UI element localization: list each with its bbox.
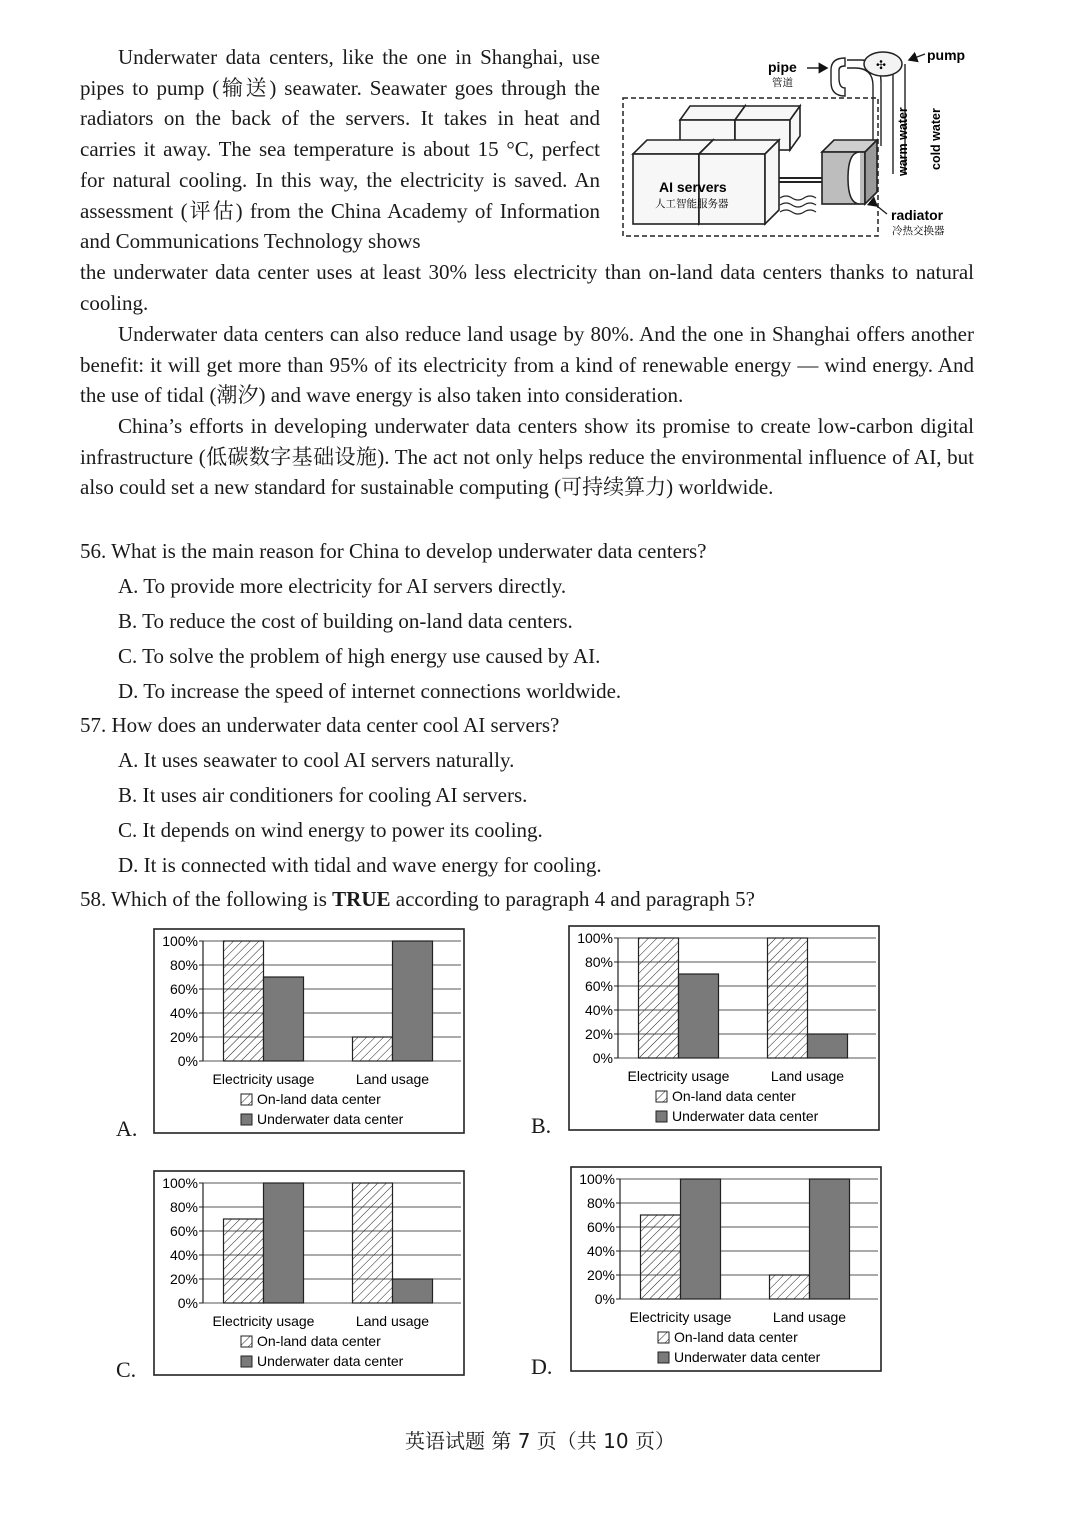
legend-label: On-land data center bbox=[672, 1088, 796, 1104]
y-tick-label: 20% bbox=[169, 1271, 198, 1287]
x-category-label: Electricity usage bbox=[627, 1068, 730, 1084]
paragraph-1-wrapped: Underwater data centers, like the one in Shanghai, use pipes to pump (输送) seawater. Seawater goes through the radiators on the back of the servers. It takes in heat and carries it away. The sea temperature is about 15 °C, perfect for natural cooling. In this way, the electricity is saved. An assessment (评估) from the China Academy of Information and Communications Technology shows bbox=[80, 45, 600, 254]
y-tick-label: 40% bbox=[584, 1002, 613, 1018]
y-tick-label: 80% bbox=[584, 954, 613, 970]
chart-option-a-label: A. bbox=[116, 1116, 138, 1141]
x-category-label: Electricity usage bbox=[212, 1313, 315, 1329]
option-56-a: A. To provide more electricity for AI servers directly. bbox=[118, 574, 567, 598]
y-tick-label: 40% bbox=[169, 1247, 198, 1263]
bar-underwater-land bbox=[393, 941, 433, 1061]
chart-c bbox=[153, 1170, 465, 1376]
y-tick-label: 0% bbox=[177, 1053, 198, 1069]
option-56-d: D. To increase the speed of internet connections worldwide. bbox=[118, 679, 622, 703]
y-tick-label: 0% bbox=[177, 1295, 198, 1311]
bar-underwater-electricity bbox=[681, 1179, 721, 1299]
pipe-label: pipe bbox=[768, 59, 797, 75]
option-56-b: B. To reduce the cost of building on-land data centers. bbox=[118, 609, 573, 633]
y-tick-label: 0% bbox=[592, 1050, 613, 1066]
bar-on-land-electricity bbox=[641, 1215, 681, 1299]
y-tick-label: 60% bbox=[584, 978, 613, 994]
cooling-diagram bbox=[615, 42, 975, 242]
y-tick-label: 100% bbox=[579, 1171, 615, 1187]
legend-label: Underwater data center bbox=[257, 1353, 404, 1369]
question-57: 57. How does an underwater data center cool AI servers? bbox=[80, 713, 560, 737]
passage-paragraph-2: Underwater data centers can also reduce land usage by 80%. And the one in Shanghai offers another benefit: it will get more than 95% of its electricity from a kind of renewable energy — wind energy. And the use of tidal (潮汐) and wave energy is also taken into consideration. bbox=[80, 322, 974, 408]
chart-option-d-label: D. bbox=[531, 1354, 553, 1379]
y-tick-label: 80% bbox=[169, 1199, 198, 1215]
legend-swatch bbox=[656, 1091, 667, 1102]
chart-b bbox=[568, 925, 880, 1131]
x-category-label: Land usage bbox=[772, 1309, 847, 1325]
legend-swatch bbox=[241, 1336, 252, 1347]
warm-water-label: warm water bbox=[896, 107, 910, 176]
x-category-label: Electricity usage bbox=[629, 1309, 732, 1325]
legend-label: Underwater data center bbox=[674, 1349, 821, 1365]
y-tick-label: 0% bbox=[594, 1291, 615, 1307]
x-category-label: Electricity usage bbox=[212, 1071, 315, 1087]
y-tick-label: 80% bbox=[586, 1195, 615, 1211]
bar-underwater-electricity bbox=[264, 977, 304, 1061]
legend-swatch bbox=[658, 1352, 669, 1363]
legend-swatch bbox=[656, 1111, 667, 1122]
option-57-d: D. It is connected with tidal and wave energy for cooling. bbox=[118, 853, 602, 877]
bar-underwater-land bbox=[393, 1279, 433, 1303]
legend-swatch bbox=[241, 1114, 252, 1125]
chart-option-c-label: C. bbox=[116, 1357, 137, 1382]
option-56-c: C. To solve the problem of high energy use caused by AI. bbox=[118, 644, 601, 668]
cold-water-label: cold water bbox=[929, 108, 943, 170]
x-category-label: Land usage bbox=[770, 1068, 845, 1084]
bar-underwater-land bbox=[810, 1179, 850, 1299]
bar-on-land-land bbox=[353, 1183, 393, 1303]
bar-on-land-land bbox=[353, 1037, 393, 1061]
x-category-label: Land usage bbox=[355, 1313, 430, 1329]
chart-a bbox=[153, 928, 465, 1134]
paragraph-1-rest: the underwater data center uses at least 30% less electricity than on-land data centers thanks to natural cooling. bbox=[80, 259, 974, 315]
legend-swatch bbox=[658, 1332, 669, 1343]
legend-swatch bbox=[241, 1356, 252, 1367]
bar-on-land-electricity bbox=[639, 938, 679, 1058]
y-tick-label: 20% bbox=[169, 1029, 198, 1045]
legend-label: On-land data center bbox=[257, 1091, 381, 1107]
radiator-label: radiator bbox=[891, 207, 944, 223]
fan-icon: ✣ bbox=[876, 58, 887, 72]
option-57-a: A. It uses seawater to cool AI servers naturally. bbox=[118, 748, 515, 772]
passage-paragraph-3: China’s efforts in developing underwater data centers show its promise to create low-carbon digital infrastructure (低碳数字基础设施). The act not only helps reduce the environmental influence of AI, but also could set a new standard for sustainable computing (可持续算力) worldwide. bbox=[80, 414, 974, 500]
x-category-label: Land usage bbox=[355, 1071, 430, 1087]
option-57-b: B. It uses air conditioners for cooling AI servers. bbox=[118, 783, 528, 807]
page-footer: 英语试题 第 7 页（共 10 页） bbox=[405, 1429, 675, 1453]
y-tick-label: 100% bbox=[577, 930, 613, 946]
bar-underwater-land bbox=[808, 1034, 848, 1058]
legend-label: Underwater data center bbox=[257, 1111, 404, 1127]
legend-label: Underwater data center bbox=[672, 1108, 819, 1124]
bar-underwater-electricity bbox=[679, 974, 719, 1058]
servers-label: AI servers bbox=[659, 179, 727, 195]
pump-label: pump bbox=[927, 47, 966, 63]
bar-on-land-electricity bbox=[224, 1219, 264, 1303]
y-tick-label: 40% bbox=[169, 1005, 198, 1021]
legend-label: On-land data center bbox=[674, 1329, 798, 1345]
chart-d bbox=[570, 1166, 882, 1372]
pipe-cn-label: 管道 bbox=[772, 77, 793, 89]
question-58: 58. Which of the following is TRUE according to paragraph 4 and paragraph 5? bbox=[80, 887, 755, 911]
bar-underwater-electricity bbox=[264, 1183, 304, 1303]
legend-swatch bbox=[241, 1094, 252, 1105]
y-tick-label: 60% bbox=[169, 1223, 198, 1239]
y-tick-label: 60% bbox=[586, 1219, 615, 1235]
y-tick-label: 80% bbox=[169, 957, 198, 973]
legend-label: On-land data center bbox=[257, 1333, 381, 1349]
radiator-cn-label: 冷热交换器 bbox=[892, 225, 945, 237]
chart-option-b-label: B. bbox=[531, 1113, 552, 1138]
option-57-c: C. It depends on wind energy to power its cooling. bbox=[118, 818, 543, 842]
y-tick-label: 100% bbox=[162, 1175, 198, 1191]
y-tick-label: 100% bbox=[162, 933, 198, 949]
y-tick-label: 60% bbox=[169, 981, 198, 997]
y-tick-label: 40% bbox=[586, 1243, 615, 1259]
bar-on-land-electricity bbox=[224, 941, 264, 1061]
bar-on-land-land bbox=[770, 1275, 810, 1299]
y-tick-label: 20% bbox=[584, 1026, 613, 1042]
question-56: 56. What is the main reason for China to develop underwater data centers? bbox=[80, 539, 707, 563]
y-tick-label: 20% bbox=[586, 1267, 615, 1283]
bar-on-land-land bbox=[768, 938, 808, 1058]
servers-cn-label: 人工智能服务器 bbox=[655, 198, 729, 210]
